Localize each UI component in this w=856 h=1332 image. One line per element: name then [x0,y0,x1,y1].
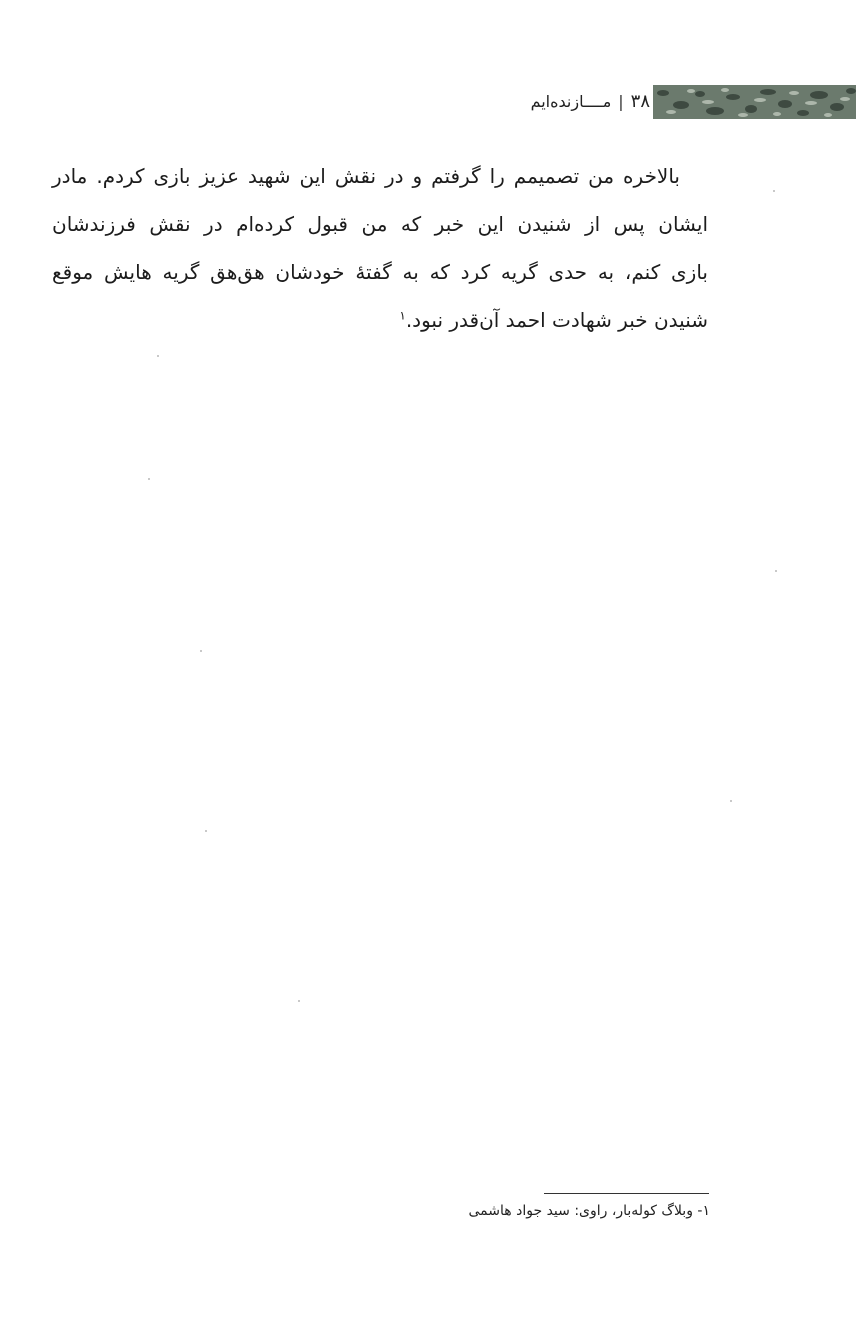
body-paragraph [52,152,708,344]
paper-speck [775,570,777,572]
body-line-4-text: شنیدن خبر شهادت احمد آن‌قدر نبود. [405,308,708,332]
paper-speck [148,478,150,480]
paper-speck [298,1000,300,1002]
footnote-divider [544,1193,709,1194]
paper-speck [205,830,207,832]
paper-speck [730,800,732,802]
header-separator: | [618,91,624,111]
texture-pattern [653,85,856,119]
paper-speck [157,355,159,357]
footnote-reference: ۱ [399,308,406,323]
footnote-text: ۱- وبلاگ کوله‌بار، راوی: سید جواد هاشمی [468,1203,710,1219]
body-line-1: بالاخره من تصمیمم را گرفتم و در نقش این شهید عزیز بازی کردم. مادر [52,164,680,188]
page-number: ۳۸ [630,90,650,112]
paper-speck [200,650,202,652]
body-line-2: ایشان پس از شنیدن این خبر که من قبول کرده‌ام در نقش فرزندشان [52,212,708,236]
book-title: مــــازنده‌ایم [530,91,612,111]
body-line-4 [52,296,708,344]
paper-speck [773,190,775,192]
header-decorative-texture [653,85,856,119]
body-line-3: بازی کنم، به حدی گریه کرد که به گفتهٔ خودشان هق‌هق گریه هایش موقع [52,260,708,284]
running-header [500,86,650,116]
